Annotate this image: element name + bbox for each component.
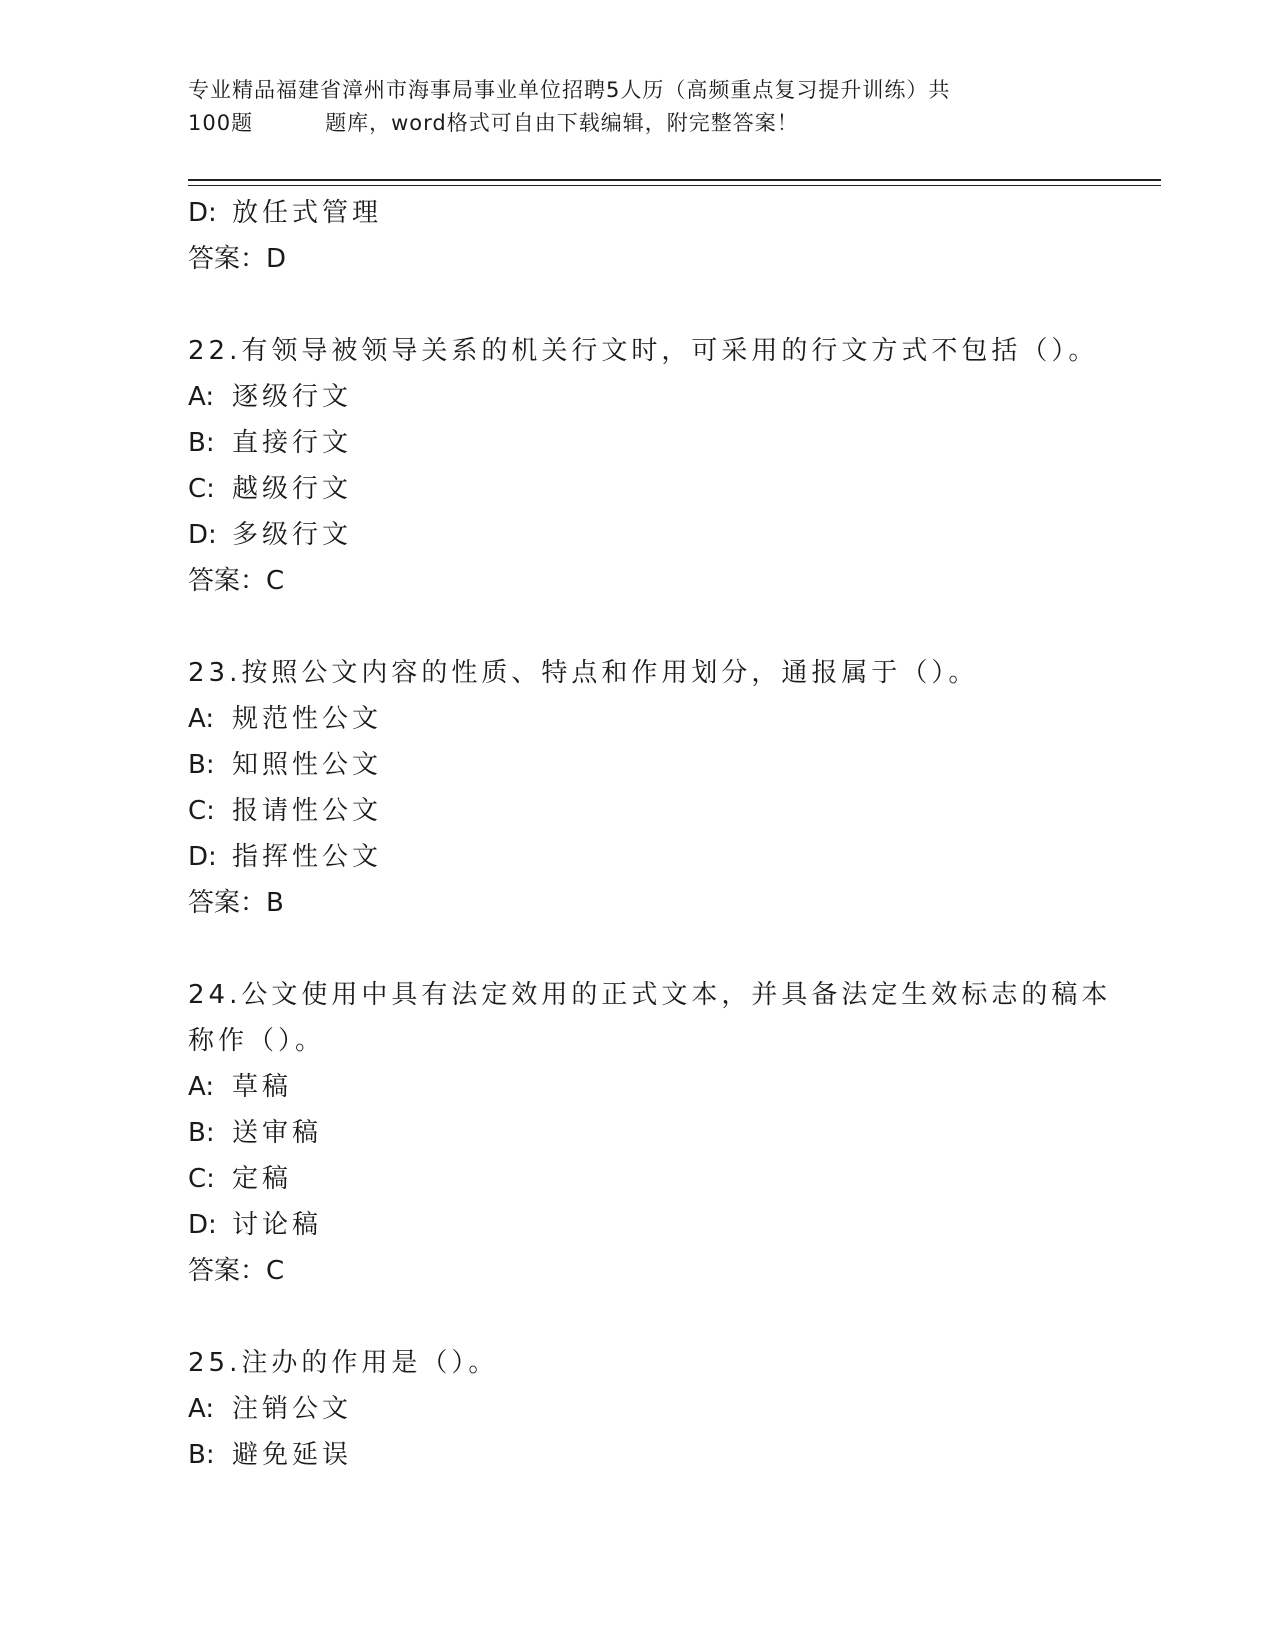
option-letter: C: — [188, 796, 215, 826]
question-21-continued — [188, 190, 1088, 282]
option-letter: D: — [188, 520, 217, 550]
option-c — [188, 788, 1088, 834]
option-d — [188, 1202, 1088, 1248]
question-stem: 22.有领导被领导关系的机关行文时，可采用的行文方式不包括（）。 — [188, 336, 1099, 366]
option-a — [188, 696, 1088, 742]
option-d — [188, 190, 1088, 236]
option-a — [188, 1386, 1088, 1432]
header-divider — [188, 179, 1161, 186]
answer-line: 答案：C — [188, 566, 285, 596]
option-letter: B: — [188, 1118, 215, 1148]
question-22 — [188, 328, 1099, 604]
question-stem-line2: 称作（）。 — [188, 1026, 326, 1056]
question-stem: 23.按照公文内容的性质、特点和作用划分，通报属于（）。 — [188, 658, 979, 688]
option-text: 避免延误 — [232, 1440, 353, 1470]
option-text: 定稿 — [232, 1164, 293, 1194]
option-letter: C: — [188, 1164, 215, 1194]
page-header — [188, 74, 1088, 140]
option-text: 放任式管理 — [232, 198, 383, 228]
option-text: 规范性公文 — [232, 704, 383, 734]
option-letter: B: — [188, 1440, 215, 1470]
option-c — [188, 466, 1088, 512]
option-text: 多级行文 — [232, 520, 353, 550]
header-count: 100题 — [188, 111, 254, 135]
option-text: 讨论稿 — [232, 1210, 323, 1240]
option-text: 知照性公文 — [232, 750, 383, 780]
option-c — [188, 1156, 1088, 1202]
question-stem: 25.注办的作用是（）。 — [188, 1348, 499, 1378]
header-title-line2 — [188, 107, 1088, 140]
option-text: 注销公文 — [232, 1394, 353, 1424]
option-letter: D: — [188, 842, 217, 872]
answer-line: 答案：B — [188, 888, 284, 918]
option-b — [188, 1432, 1088, 1478]
option-b — [188, 420, 1088, 466]
option-letter: A: — [188, 704, 215, 734]
option-a — [188, 374, 1088, 420]
option-text: 送审稿 — [232, 1118, 323, 1148]
option-letter: C: — [188, 474, 215, 504]
option-letter: B: — [188, 428, 215, 458]
option-b — [188, 742, 1088, 788]
question-23 — [188, 650, 1088, 926]
option-letter: B: — [188, 750, 215, 780]
option-text: 逐级行文 — [232, 382, 353, 412]
header-title-line1: 专业精品福建省漳州市海事局事业单位招聘5人历（高频重点复习提升训练）共 — [188, 78, 951, 102]
option-a — [188, 1064, 1088, 1110]
option-letter: A: — [188, 1072, 215, 1102]
option-text: 越级行文 — [232, 474, 353, 504]
question-stem-line1: 24.公文使用中具有法定效用的正式文本，并具备法定生效标志的稿本 — [188, 980, 1112, 1010]
question-list — [188, 190, 1112, 1478]
option-letter: A: — [188, 382, 215, 412]
option-text: 报请性公文 — [232, 796, 383, 826]
answer-line: 答案：D — [188, 244, 287, 274]
option-text: 指挥性公文 — [232, 842, 383, 872]
option-letter: D: — [188, 1210, 217, 1240]
question-24 — [188, 972, 1112, 1294]
header-description: 题库，word格式可自由下载编辑，附完整答案！ — [325, 111, 799, 135]
option-letter: A: — [188, 1394, 215, 1424]
option-letter: D: — [188, 198, 217, 228]
question-25 — [188, 1340, 1088, 1478]
option-text: 草稿 — [232, 1072, 293, 1102]
option-d — [188, 512, 1088, 558]
option-d — [188, 834, 1088, 880]
option-text: 直接行文 — [232, 428, 353, 458]
option-b — [188, 1110, 1088, 1156]
answer-line: 答案：C — [188, 1256, 285, 1286]
